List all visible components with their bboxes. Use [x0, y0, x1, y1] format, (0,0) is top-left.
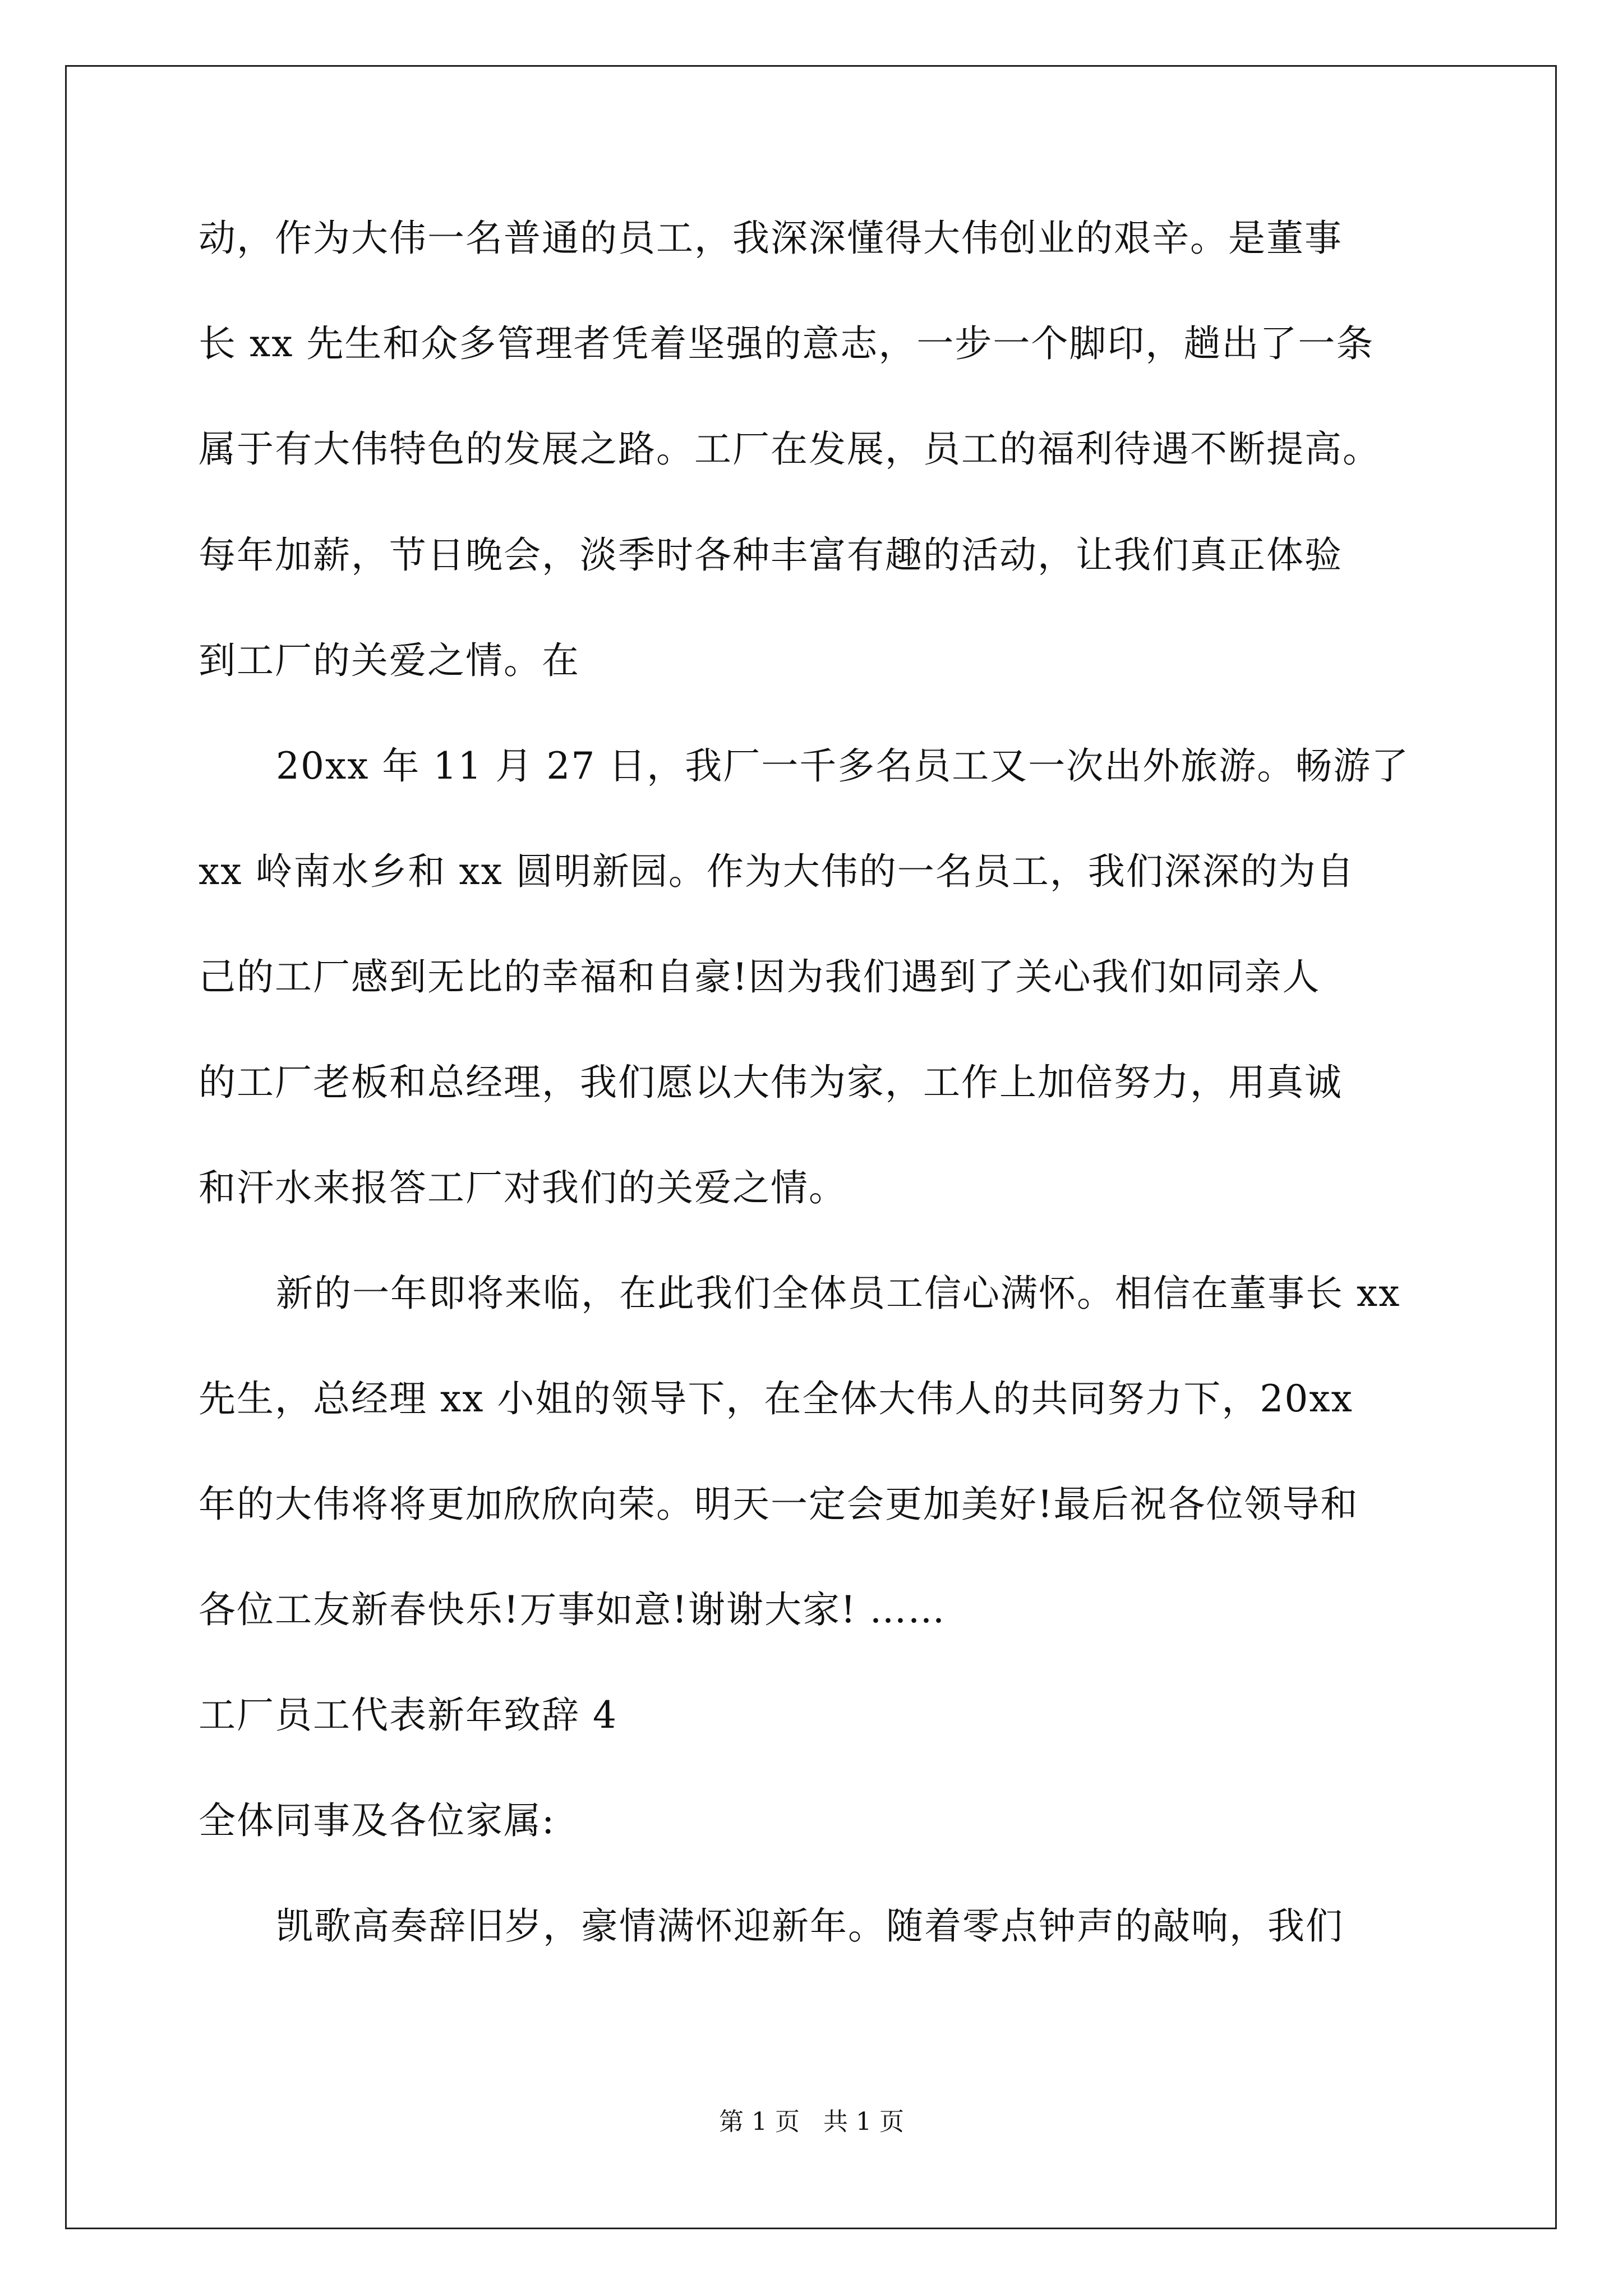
text-line: xx 岭南水乡和 xx 圆明新园。作为大伟的一名员工，我们深深的为自 [199, 850, 1355, 893]
text-line: 年的大伟将将更加欣欣向荣。明天一定会更加美好!最后祝各位领导和 [199, 1483, 1359, 1526]
text-line: 到工厂的关爱之情。在 [199, 639, 580, 682]
salutation: 全体同事及各位家属: [199, 1799, 556, 1842]
page-footer: 第 1 页 共 1 页 [719, 2108, 904, 2136]
section-heading: 工厂员工代表新年致辞 4 [199, 1694, 617, 1737]
text-line: 动，作为大伟一名普通的员工，我深深懂得大伟创业的艰辛。是董事 [199, 217, 1343, 260]
text-line: 先生，总经理 xx 小姐的领导下，在全体大伟人的共同努力下，20xx [199, 1377, 1353, 1420]
paragraph-first-line: 凯歌高奏辞旧岁，豪情满怀迎新年。随着零点钟声的敲响，我们 [276, 1904, 1344, 1948]
paragraph-first-line: 20xx 年 11 月 27 日，我厂一千多名员工又一次出外旅游。畅游了 [276, 744, 1410, 788]
text-line: 和汗水来报答工厂对我们的关爱之情。 [199, 1166, 847, 1209]
paragraph-first-line: 新的一年即将来临，在此我们全体员工信心满怀。相信在董事长 xx [276, 1272, 1401, 1315]
text-line: 属于有大伟特色的发展之路。工厂在发展，员工的福利待遇不断提高。 [199, 427, 1381, 471]
text-line: 各位工友新春快乐!万事如意!谢谢大家! …… [199, 1588, 946, 1631]
text-line: 己的工厂感到无比的幸福和自豪!因为我们遇到了关心我们如同亲人 [199, 955, 1321, 999]
text-line: 每年加薪，节日晚会，淡季时各种丰富有趣的活动，让我们真正体验 [199, 533, 1343, 577]
text-line: 长 xx 先生和众多管理者凭着坚强的意志，一步一个脚印，趟出了一条 [199, 322, 1375, 365]
text-line: 的工厂老板和总经理，我们愿以大伟为家，工作上加倍努力，用真诚 [199, 1061, 1343, 1104]
